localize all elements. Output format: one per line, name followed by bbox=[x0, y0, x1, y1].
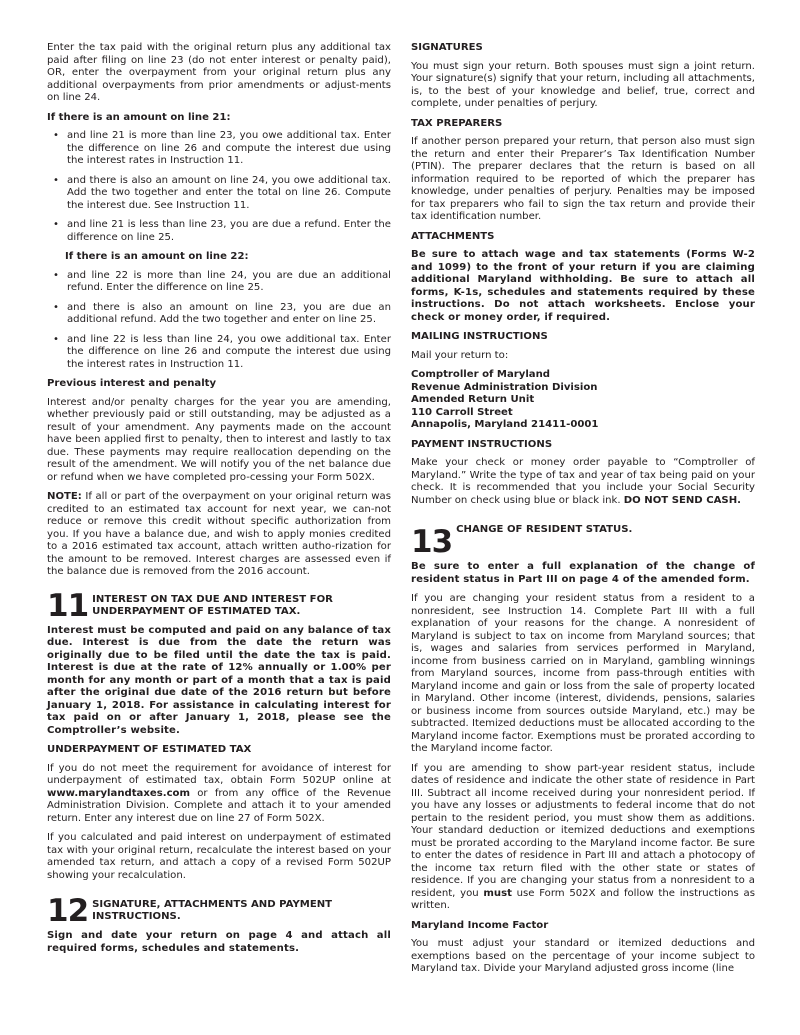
income-factor-heading: Maryland Income Factor bbox=[411, 919, 549, 931]
underpayment-paragraph-2: If you calculated and paid interest on underpayment of estimated tax with your original return, recalculate the interest based on your amended tax return, and attach a copy of a revised Form 502UP showing your recalculation. bbox=[47, 832, 391, 881]
resident-paragraph-2 bbox=[411, 763, 755, 913]
mailing-paragraph: Mail your return to: bbox=[411, 349, 509, 361]
right-column bbox=[411, 42, 755, 983]
line21-heading: If there is an amount on line 21: bbox=[47, 111, 231, 123]
section-title: INTEREST ON TAX DUE AND INTEREST FOR UNDERPAYMENT OF ESTIMATED TAX. bbox=[92, 593, 333, 617]
previous-interest-heading: Previous interest and penalty bbox=[47, 378, 217, 389]
emphasis: must bbox=[483, 887, 512, 899]
address-line: Revenue Administration Division bbox=[411, 381, 598, 393]
section-12-heading bbox=[47, 893, 391, 929]
address-line: Amended Return Unit bbox=[411, 394, 535, 405]
website-link[interactable]: www.marylandtaxes.com bbox=[47, 787, 191, 799]
left-column bbox=[47, 42, 391, 962]
signatures-heading: SIGNATURES bbox=[411, 42, 483, 53]
section-11-text: Interest must be computed and paid on any balance of tax due. Interest is due from the date the return was originally due to be filed until the date the tax is paid. Interest is due at the rate of 12% annually or 1.00% per month for any month or part of a month that a tax is paid after the original due date of the 2016 return but before January 1, 2018. For assistance in calculating interest for tax paid on or after January 1, 2018, please see the Comptroller’s website. bbox=[47, 624, 391, 736]
list-item: • and there is also an amount on line 23, you are due an additional refund. Add the two together and enter on line 25. bbox=[47, 302, 391, 327]
text: If you are amending to show part-year resident status, include dates of residence and indicate the other state of residence in Part III. Subtract all income received during your nonresident period. If you have any losses or adjustments to federal income that do not pertain to the resident period, you must show them as additions. Your standard deduction or itemized deductions and exemptions must be prorated according to the Maryland income factor. Be sure to enter the dates of residence in Part III and attach a photocopy of the income tax return filed with the other state or states of residence. If you are changing your status from a nonresident to a resident, you bbox=[411, 762, 755, 899]
mailing-heading: MAILING INSTRUCTIONS bbox=[411, 331, 548, 342]
tax-preparers-paragraph: If another person prepared your return, that person also must sign the return and enter their Preparer’s Tax Identification Number (PTIN). The preparer declares that the return is based on all information required to be reported of which the preparer has knowledge, under penalties of perjury. Penalties may be imposed for tax preparers who fail to sign the tax return and provide their tax identification number. bbox=[411, 136, 755, 222]
section-13-text: Be sure to enter a full explanation of the change of resident status in Part III on page 4 of the amended form. bbox=[411, 561, 755, 585]
section-number: 11 bbox=[47, 587, 89, 624]
income-factor-paragraph: You must adjust your standard or itemized deductions and exemptions based on the percentage of your income subject to Maryland tax. Divide your Maryland adjusted gross income (line bbox=[411, 938, 755, 974]
attachments-paragraph: Be sure to attach wage and tax statements (Forms W-2 and 1099) to the front of your return if you are claiming additional Maryland withholding. Be sure to attach all forms, K-1s, schedules and statements required by these instructions. Do not attach worksheets. Enclose your check or money order, if required. bbox=[411, 249, 755, 323]
list-item: • and line 21 is more than line 23, you owe additional tax. Enter the difference on line 26 and compute the interest due using the interest rates in Instruction 11. bbox=[47, 130, 391, 168]
line21-list bbox=[47, 130, 391, 244]
address-line: Comptroller of Maryland bbox=[411, 369, 551, 380]
tax-preparers-heading: TAX PREPARERS bbox=[411, 117, 503, 129]
payment-heading: PAYMENT INSTRUCTIONS bbox=[411, 438, 553, 450]
no-cash-warning: DO NOT SEND CASH. bbox=[623, 494, 741, 506]
mailing-address bbox=[411, 369, 755, 432]
address-line: Annapolis, Maryland 21411-0001 bbox=[411, 419, 599, 430]
list-item: • and line 21 is less than line 23, you are due a refund. Enter the difference on line 25. bbox=[47, 219, 391, 244]
text: or from any office of the Revenue Administration Division. Complete and attach it to your amended return. Enter any interest due on line 27 of Form 502X. bbox=[47, 787, 391, 824]
list-item: • and line 22 is less than line 24, you owe additional tax. Enter the difference on line 26 and compute the interest due using the interest rates in Instruction 11. bbox=[47, 334, 391, 372]
section-number: 12 bbox=[47, 893, 89, 929]
section-12-text: Sign and date your return on page 4 and attach all required forms, schedules and statements. bbox=[47, 930, 391, 954]
underpayment-heading: UNDERPAYMENT OF ESTIMATED TAX bbox=[47, 744, 252, 755]
underpayment-paragraph-1 bbox=[47, 763, 391, 826]
signatures-paragraph: You must sign your return. Both spouses must sign a joint return. Your signature(s) signify that your return, including all attachments, is, to the best of your knowledge and belief, true, correct and complete, under penalties of perjury. bbox=[411, 60, 755, 109]
section-title: SIGNATURE, ATTACHMENTS AND PAYMENT INSTRUCTIONS. bbox=[92, 899, 333, 922]
text: Make your check or money order payable to “Comptroller of Maryland.” Write the type of tax and year of tax being paid on your check. It is recommended that you include your Social Security Number on check using blue or black ink. bbox=[411, 457, 755, 506]
text: If you do not meet the requirement for avoidance of interest for underpayment of estimated tax, obtain Form 502UP online at bbox=[47, 762, 391, 786]
note-label: NOTE: bbox=[47, 491, 82, 502]
line22-list bbox=[47, 270, 391, 372]
previous-interest-paragraph: Interest and/or penalty charges for the year you are amending, whether previously paid or still outstanding, may be adjusted as a result of your amendment. Any payments made on the account have been applied first to penalty, then to interest and lastly to tax due. These payments may require reallocation depending on the result of the amendment. We will notify you of the net balance due or refund when we have completed pro-cessing your Form 502X. bbox=[47, 396, 391, 483]
attachments-heading: ATTACHMENTS bbox=[411, 230, 495, 242]
section-number: 13 bbox=[411, 524, 453, 560]
line22-heading: If there is an amount on line 22: bbox=[65, 251, 249, 262]
intro-paragraph: Enter the tax paid with the original return plus any additional tax paid after filing on line 23 (do not enter interest or penalty paid), OR, enter the overpayment from your original return plus any additional overpayments from prior amendments or adjust-ments on line 24. bbox=[47, 42, 391, 103]
note-paragraph bbox=[47, 491, 391, 579]
section-11-heading bbox=[47, 587, 391, 624]
resident-paragraph-1: If you are changing your resident status from a resident to a nonresident, see Instruction 14. Complete Part III with a full explanation of your reasons for the change. A nonresident of Maryland is subject to tax on income from Maryland sources; that is, wages and salaries from services performed in Maryland, income from business carried on in Maryland, gambling winnings from Maryland sources, income from pass-through entities with Maryland income and gain or loss from the sale of property located in Maryland. Other income (interest, dividends, pensions, salaries or business income from sources outside Maryland, etc.) may be subtracted. Itemized deductions must be allocated according to the Maryland income factor. Exemptions must be prorated according to the Maryland income factor. bbox=[411, 593, 755, 754]
text: use Form 502X and follow the instructions as written. bbox=[411, 887, 755, 911]
list-item: • and line 22 is more than line 24, you are due an additional refund. Enter the difference on line 25. bbox=[47, 270, 391, 295]
address-line: 110 Carroll Street bbox=[411, 406, 513, 418]
payment-paragraph bbox=[411, 457, 755, 507]
note-text: If all or part of the overpayment on your original return was credited to an estimated tax account for next year, we can-not reduce or remove this credit without specific authorization from you. If you have a balance due, and wish to apply monies credited to a 2016 estimated tax account, attach written autho-rization for the amount to be removed. Interest charges are assessed even if the balance due is removed from the 2016 account. bbox=[47, 491, 391, 577]
section-13-heading bbox=[411, 523, 755, 560]
list-item: • and there is also an amount on line 24, you owe additional tax. Add the two together and enter the total on line 26. Compute the interest due. See Instruction 11. bbox=[47, 175, 391, 213]
section-title: CHANGE OF RESIDENT STATUS. bbox=[456, 524, 633, 535]
